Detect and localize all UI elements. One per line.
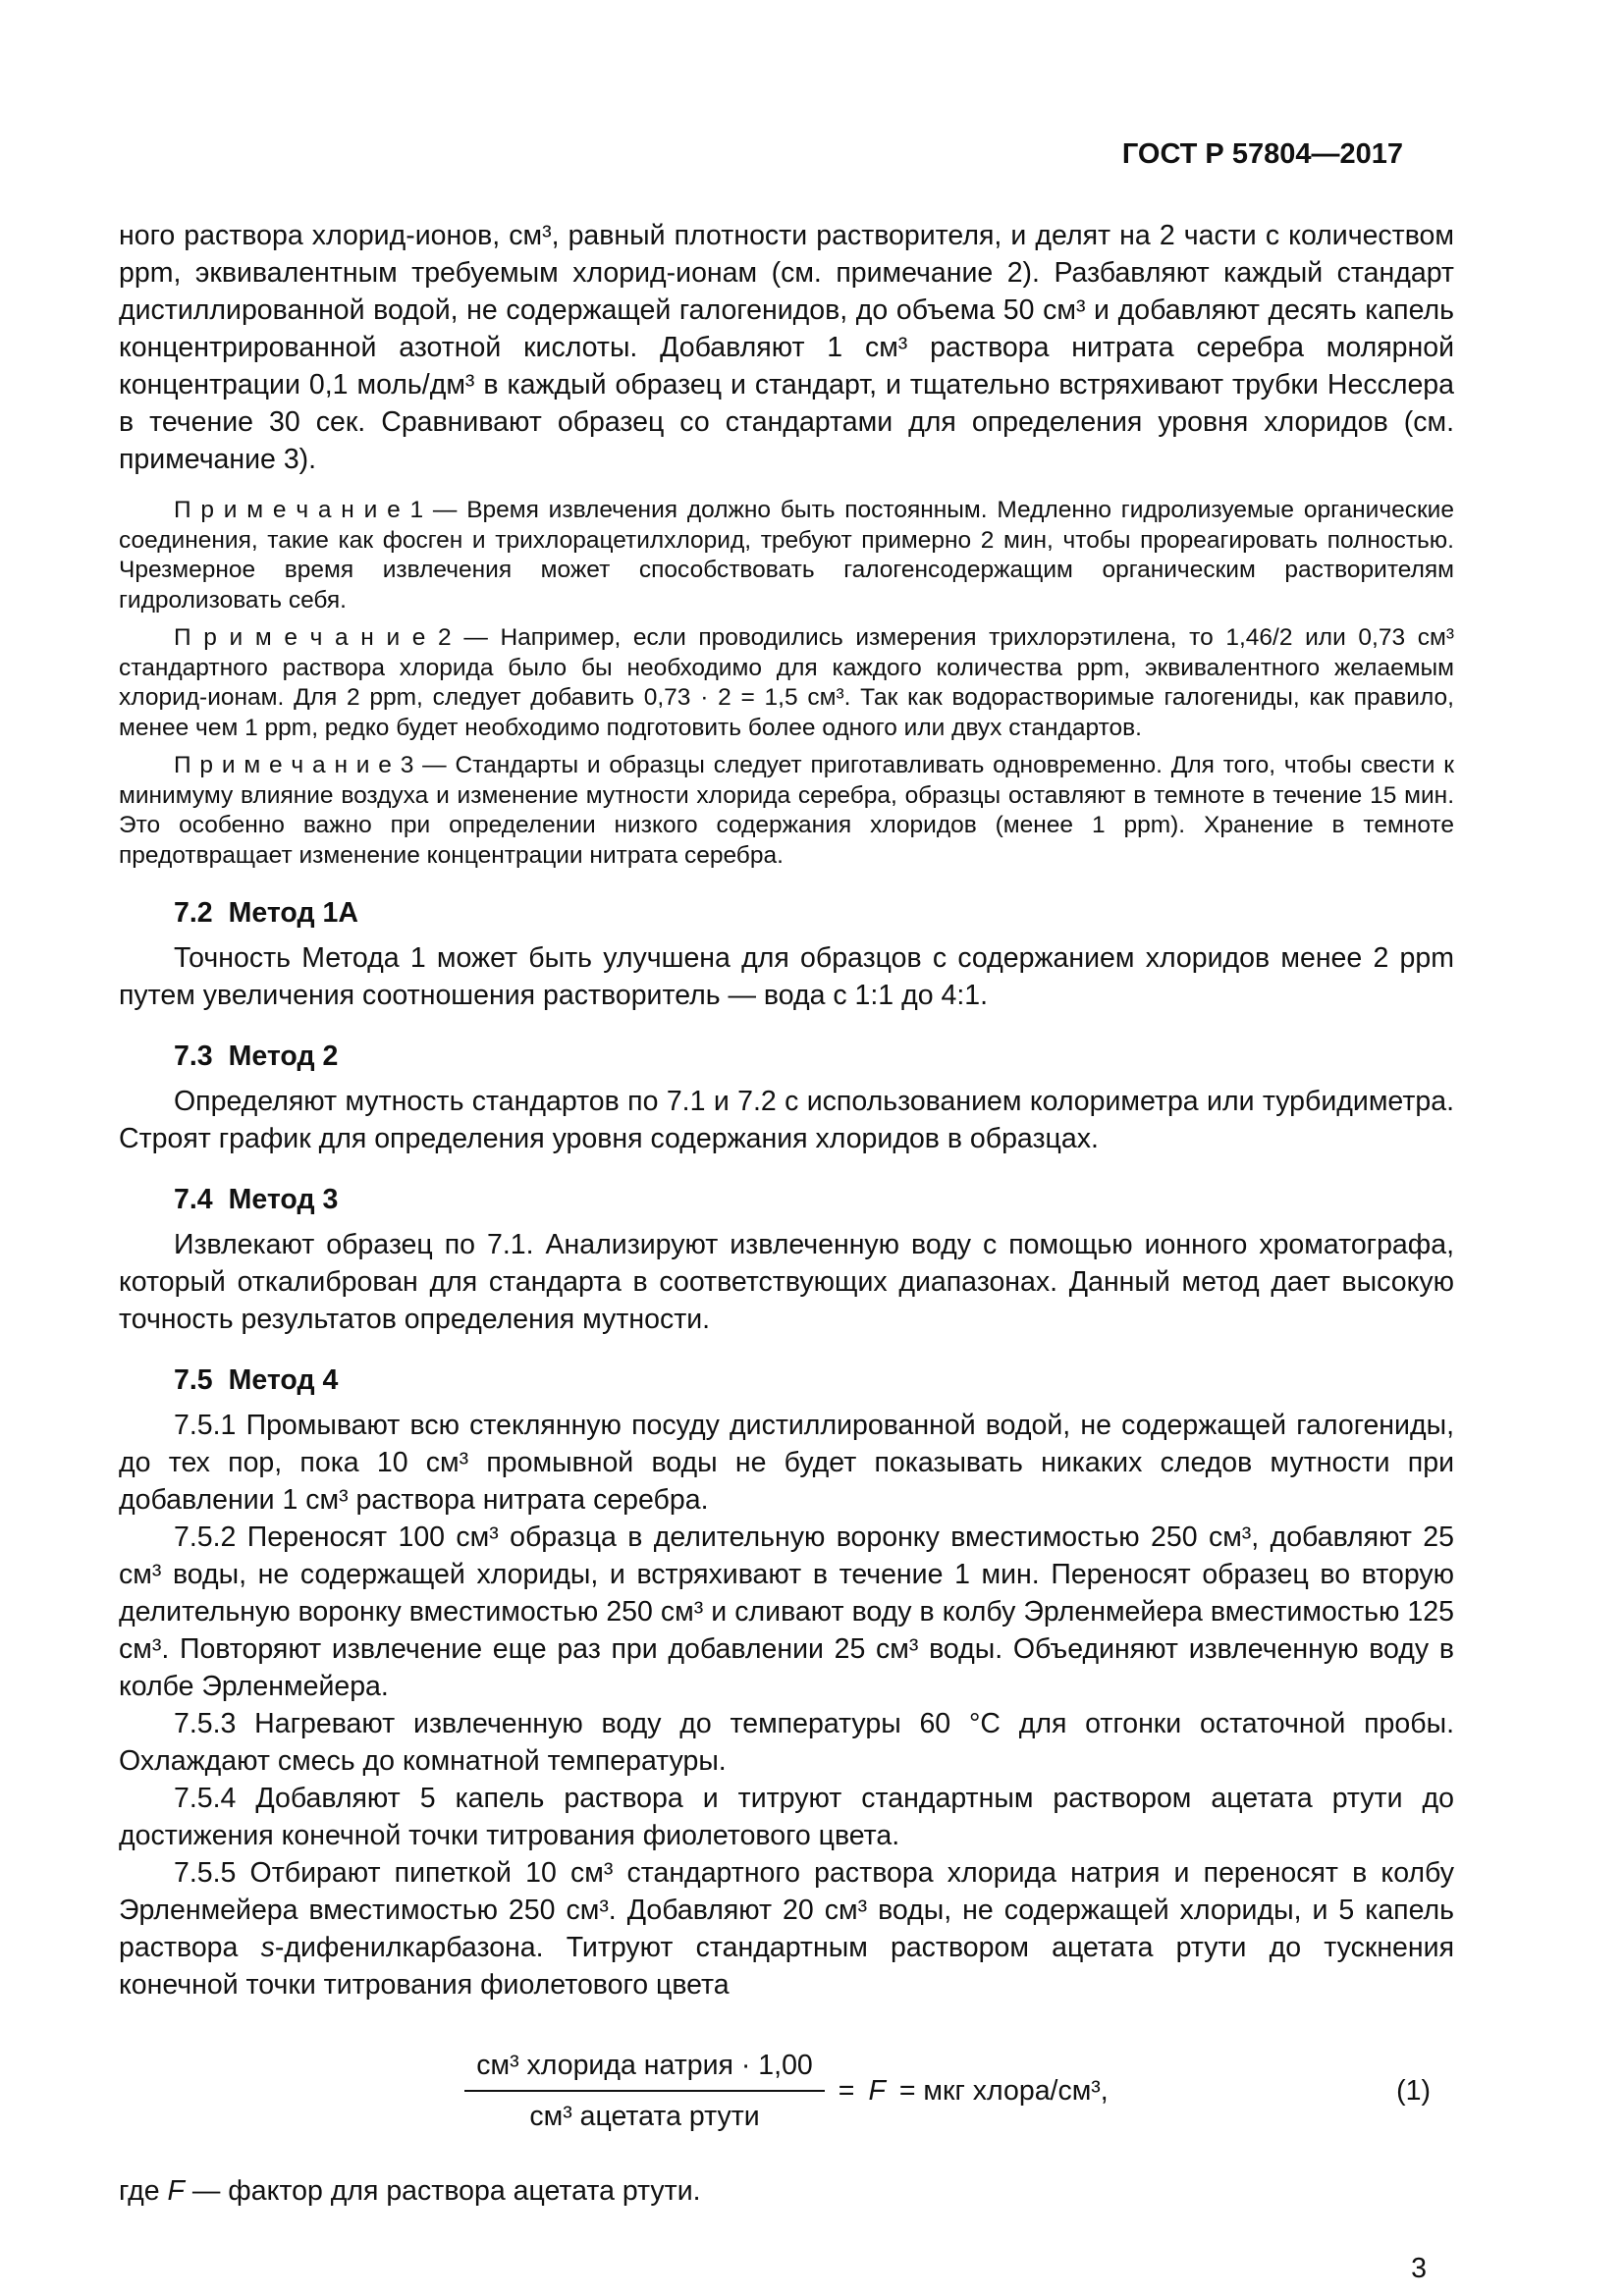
section-number: 7.3	[174, 1041, 213, 1072]
section-7-3-paragraph: Определяют мутность стандартов по 7.1 и 7.2 с использованием колориметра или турбидиметра. Строят график для определения уровня содержания хлоридов в образцах.	[119, 1086, 1454, 1154]
section-heading-7-2	[119, 894, 1454, 932]
doc-number-header: ГОСТ Р 57804—2017	[1121, 138, 1403, 170]
page-number: 3	[1411, 2253, 1427, 2284]
paragraph-text: -дифенилкарбазона. Титруют стандартным раствором ацетата ртути до тускнения конечной точки титрования фиолетового цвета	[119, 1932, 1455, 2001]
formula-expression	[464, 2048, 1108, 2134]
fraction-numerator: см³ хлорида натрия · 1,00	[464, 2048, 825, 2092]
formula-result: = мкг хлора/см³,	[898, 2075, 1109, 2107]
factor-symbol: F	[868, 2075, 886, 2107]
section-number: 7.4	[174, 1184, 213, 1215]
equation-number: (1)	[1396, 2075, 1431, 2107]
italic-s-symbol: s	[260, 1932, 275, 1963]
where-text: — фактор для раствора ацетата ртути.	[184, 2175, 701, 2207]
intro-paragraph: ного раствора хлорид-ионов, см³, равный плотности растворителя, и делят на 2 части с количеством ppm, эквивалентным требуемым хлорид-ионам (см. примечание 2). Разбавляют каждый стандарт дистиллированной водой, не содержащей галогенидов, до объема 50 см³ и добавляют десять капель концентрированной азотной кислоты. Добавляют 1 см³ раствора нитрата серебра молярной концентрации 0,1 моль/дм³ в каждый образец и стандарт, и тщательно встряхивают трубки Несслера в течение 30 сек. Сравнивают образец со стандартами для определения уровня хлоридов (см. примечание 3).	[119, 220, 1454, 475]
section-number: 7.5	[174, 1364, 213, 1396]
section-title: Метод 4	[228, 1364, 339, 1396]
formula-1	[119, 2037, 1454, 2145]
paragraph-text: 7.5.5 Отбирают пипеткой 10 см³ стандартного раствора хлорида натрия и переносят в колбу Эрленмейера вместимостью 250 см³. Добавляют 20 см³ воды, не содержащей хлориды, и 5 капель раствора	[119, 1857, 1454, 1963]
factor-symbol: F	[167, 2175, 185, 2207]
page-content	[119, 135, 1454, 2285]
section-heading-7-4	[119, 1181, 1454, 1218]
section-7-5-4-paragraph: 7.5.4 Добавляют 5 капель раствора и титруют стандартным раствором ацетата ртути до достижения конечной точки титрования фиолетового цвета.	[119, 1783, 1454, 1851]
fraction-denominator: см³ ацетата ртути	[529, 2101, 760, 2132]
section-heading-7-3	[119, 1038, 1454, 1075]
section-7-2-paragraph: Точность Метода 1 может быть улучшена для образцов с содержанием хлоридов менее 2 ppm путем увеличения соотношения растворитель — вода с 1:1 до 4:1.	[119, 942, 1454, 1011]
note-3: П р и м е ч а н и е 3 — Стандарты и образцы следует приготавливать одновременно. Для того, чтобы свести к минимуму влияние воздуха и изменение мутности хлорида серебра, образцы оставляют в темноте в течение 15 мин. Это особенно важно при определении низкого содержания хлоридов (менее 1 ppm). Хранение в темноте предотвращает изменение концентрации нитрата серебра.	[119, 752, 1454, 869]
where-line	[119, 2172, 1454, 2210]
section-7-5-3-paragraph: 7.5.3 Нагревают извлеченную воду до температуры 60 °С для отгонки остаточной пробы. Охлаждают смесь до комнатной температуры.	[119, 1708, 1454, 1777]
section-title: Метод 1А	[228, 897, 358, 929]
section-title: Метод 2	[228, 1041, 339, 1072]
where-text: где	[119, 2175, 168, 2207]
fraction	[464, 2048, 825, 2134]
section-7-4-paragraph: Извлекают образец по 7.1. Анализируют извлеченную воду с помощью ионного хроматографа, который откалиброван для стандарта в соответствующих диапазонах. Данный метод дает высокую точность результатов определения мутности.	[119, 1229, 1454, 1335]
equals-sign: =	[838, 2075, 855, 2107]
section-number: 7.2	[174, 897, 213, 929]
section-title: Метод 3	[228, 1184, 339, 1215]
note-1: П р и м е ч а н и е 1 — Время извлечения должно быть постоянным. Медленно гидролизуемые органические соединения, такие как фосген и трихлорацетилхлорид, требуют примерно 2 мин, чтобы прореагировать полностью. Чрезмерное время извлечения может способствовать галогенсодержащим органическим растворителям гидролизовать себя.	[119, 497, 1454, 614]
section-heading-7-5	[119, 1362, 1454, 1399]
section-7-5-2-paragraph: 7.5.2 Переносят 100 см³ образца в делительную воронку вместимостью 250 см³, добавляют 25 см³ воды, не содержащей хлориды, и встряхивают в течение 1 мин. Переносят образец во вторую делительную воронку вместимостью 250 см³ и сливают воду в колбу Эрленмейера вместимостью 125 см³. Повторяют извлечение еще раз при добавлении 25 см³ воды. Объединяют извлеченную воду в колбе Эрленмейера.	[119, 1522, 1454, 1702]
section-7-5-5-paragraph	[119, 1854, 1454, 2003]
section-7-5-1-paragraph: 7.5.1 Промывают всю стеклянную посуду дистиллированной водой, не содержащей галогениды, до тех пор, пока 10 см³ промывной воды не будет показывать никаких следов мутности при добавлении 1 см³ раствора нитрата серебра.	[119, 1410, 1454, 1516]
note-2: П р и м е ч а н и е 2 — Например, если проводились измерения трихлорэтилена, то 1,46/2 или 0,73 см³ стандартного раствора хлорида было бы необходимо для каждого количества ppm, эквивалентного желаемым хлорид-ионам. Для 2 ppm, следует добавить 0,73 · 2 = 1,5 см³. Так как водорастворимые галогениды, как правило, менее чем 1 ppm, редко будет необходимо подготовить более одного или двух стандартов.	[119, 624, 1454, 741]
